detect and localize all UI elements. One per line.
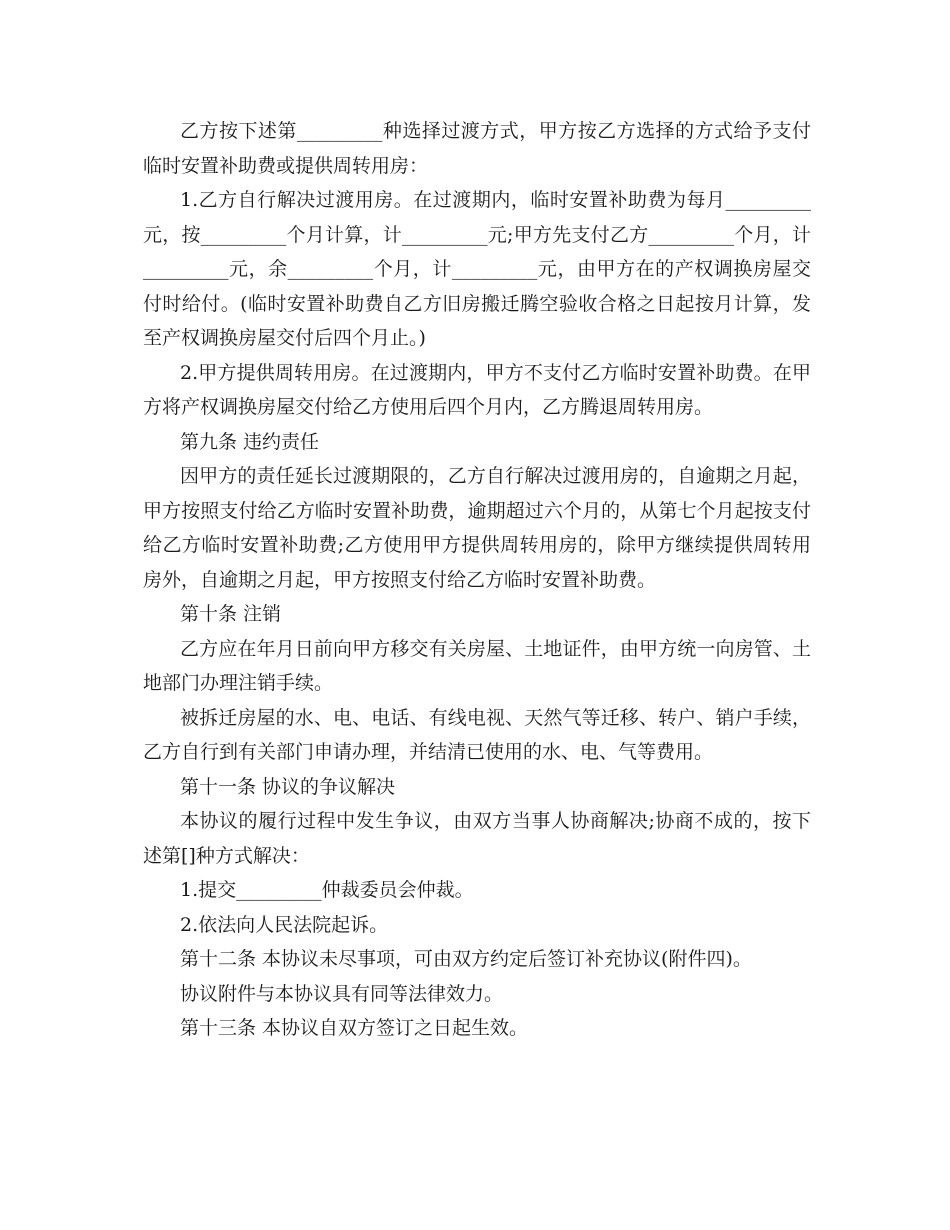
article-13: 第十三条 本协议自双方签订之日起生效。 [180,1017,529,1039]
litigation-option: 2.依法向人民法院起诉。 [180,913,389,936]
article-9-body: 因甲方的责任延长过渡期限的，乙方自行解决过渡用房的，自逾期之月起，甲方按照支付给乙方临时安置补助费，逾期超过六个月的，从第七个月起按支付给乙方临时安置补助费;乙方使用甲方提供周转用房的，除甲方继续提供周转用房外，自逾期之月起，甲方按照支付给乙方临时安置补助费。 [143,465,811,591]
article-9-heading: 第九条 违约责任 [180,430,320,453]
article-10-heading: 第十条 注销 [180,603,282,625]
article-10-body-utilities: 被拆迁房屋的水、电、电话、有线电视、天然气等迁移、转户、销户手续，乙方自行到有关部门申请办理，并结清已使用的水、电、气等费用。 [143,706,811,763]
self-arranged-housing-clause: 1.乙方自行解决过渡用房。在过渡期内，临时安置补助费为每月_________元，按_________个月计算，计_________元;甲方先支付乙方_________个月，计_________元，余_________个月，计_________元，由甲方在的产权调换房屋交付时给付。(临时安置补助费自乙方旧房搬迁腾空验收合格之日起按月计算，发至产权调换房屋交付后四个月止。) [143,189,811,349]
article-10-body-certificates: 乙方应在年月日前向甲方移交有关房屋、土地证件，由甲方统一向房管、土地部门办理注销手续。 [143,637,811,694]
document-body [143,114,811,1046]
article-11-body: 本协议的履行过程中发生争议，由双方当事人协商解决;协商不成的，按下述第[]种方式解决： [143,810,811,867]
annex-validity: 协议附件与本协议具有同等法律效力。 [180,982,504,1005]
turnover-housing-clause: 2.甲方提供周转用房。在过渡期内，甲方不支付乙方临时安置补助费。在甲方将产权调换房屋交付给乙方使用后四个月内，乙方腾退周转用房。 [143,361,811,418]
article-11-heading: 第十一条 协议的争议解决 [180,775,396,798]
transition-method-paragraph: 乙方按下述第_________种选择过渡方式，甲方按乙方选择的方式给予支付临时安置补助费或提供周转用房： [143,120,811,177]
article-12: 第十二条 本协议未尽事项，可由双方约定后签订补充协议(附件四)。 [180,948,752,970]
arbitration-option: 1.提交_________仲裁委员会仲裁。 [180,879,474,901]
